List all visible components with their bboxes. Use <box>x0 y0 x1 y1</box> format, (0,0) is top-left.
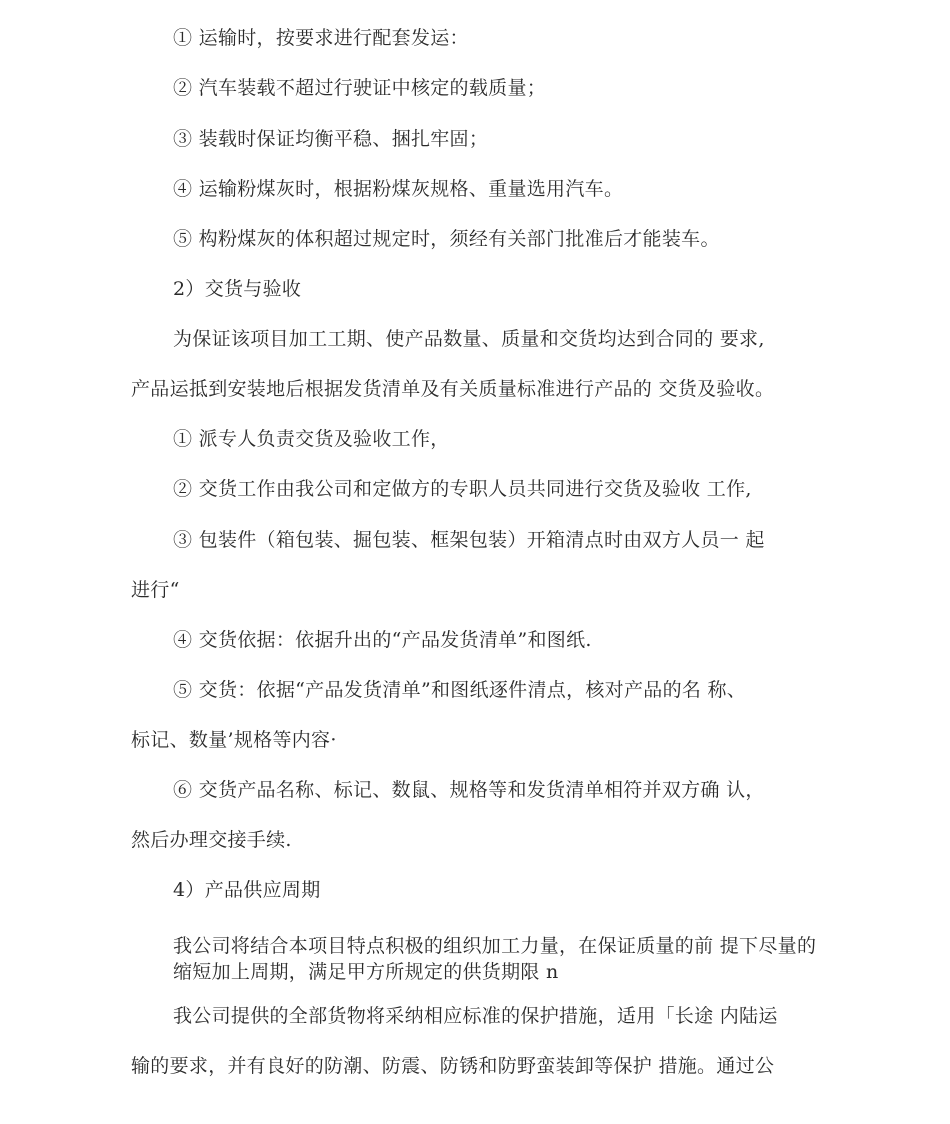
paragraph-line: 输的要求，并有良好的防潮、防震、防锈和防野蛮装卸等保护 措施。通过公 <box>131 1055 775 1077</box>
list-item-assign-staff: ① 派专人负责交货及验收工作， <box>173 428 450 450</box>
paragraph-supply-cycle: 我公司将结合本项目特点积极的组织加工力量，在保证质量的前 提下尽量的缩短加上周期，满足甲方所规定的供货期限 n <box>173 935 817 983</box>
paragraph-line: 进行“ <box>131 579 180 601</box>
list-item-delivery-basis: ④ 交货依据：依据升出的“产品发货清单”和图纸. <box>173 629 592 651</box>
paragraph-line: 我公司提供的全部货物将采纳相应标准的保护措施，适用「长途 内陆运 <box>173 1005 778 1027</box>
list-item-oversize-approval: ⑤ 构粉煤灰的体积超过规定时，须经有关部门批准后才能装车。 <box>173 228 720 250</box>
list-item-unpacking: ③ 包装件（箱包装、掘包装、框架包装）开箱清点时由双方人员一 起 <box>173 529 765 551</box>
list-item-delivery-check: ⑤ 交货：依据“产品发货清单”和图纸逐件清点，核对产品的名 称、 <box>173 679 747 701</box>
paragraph-line: 然后办理交接手续. <box>131 829 292 851</box>
list-item-vehicle-load-limit: ② 汽车装载不超过行驶证中核定的载质量； <box>173 77 547 99</box>
section-heading-supply-cycle: 4）产品供应周期 <box>173 879 321 901</box>
list-item-joint-delivery: ② 交货工作由我公司和定做方的专职人员共同进行交货及验收 工作, <box>173 478 752 500</box>
list-item-transport-matching: ① 运输时，按要求进行配套发运： <box>173 27 469 49</box>
paragraph-line: 为保证该项目加工工期、使产品数量、质量和交货均达到合同的 要求, <box>173 328 765 350</box>
list-item-load-balance: ③ 装载时保证均衡平稳、捆扎牢固； <box>173 128 489 150</box>
list-item-confirmation: ⑥ 交货产品名称、标记、数鼠、规格等和发货清单相符并双方确 认， <box>173 779 765 801</box>
list-item-fly-ash-vehicle: ④ 运输粉煤灰时，根据粉煤灰规格、重量选用汽车。 <box>173 178 624 200</box>
paragraph-line: 产品运抵到安装地后根据发货清单及有关质量标准进行产品的 交货及验收。 <box>131 378 775 400</box>
section-heading-delivery-acceptance: 2）交货与验收 <box>173 278 302 300</box>
paragraph-line: 标记、数量’规格等内容· <box>131 729 337 751</box>
